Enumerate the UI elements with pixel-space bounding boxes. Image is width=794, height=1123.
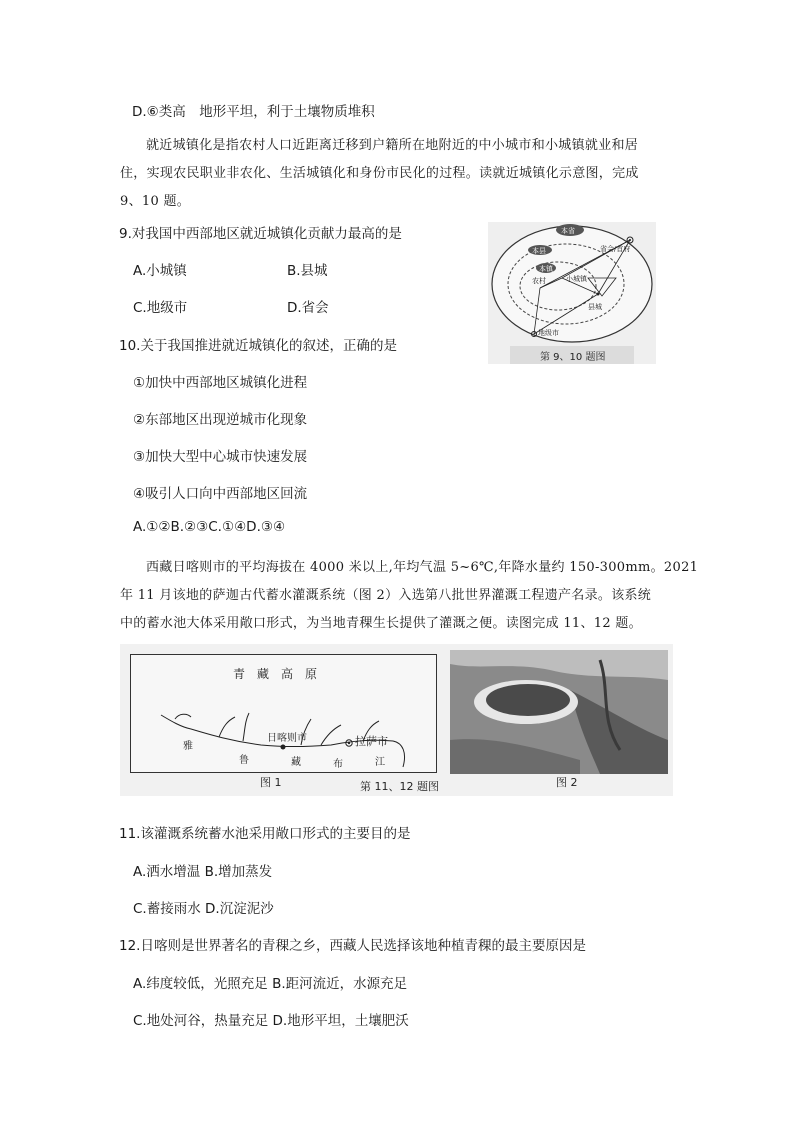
- map-label-river-char: 鲁: [239, 755, 249, 766]
- figure-11-12: [120, 644, 673, 796]
- figure-2-label: 图 2: [556, 776, 578, 789]
- question-10-statement-1: ①加快中西部地区城镇化进程: [133, 375, 308, 391]
- diagram-label-small-town: 小城镇: [566, 275, 587, 283]
- map-label-river-char: 藏: [291, 757, 301, 768]
- diagram-label-county-town: 县城: [588, 303, 602, 311]
- intro-paragraph-line: 就近城镇化是指农村人口近距离迁移到户籍所在地附近的中小城市和小城镇就业和居: [146, 138, 639, 153]
- diagram-label-capital: 省会/首府: [600, 245, 631, 253]
- diagram-label-town-area: 本镇: [539, 265, 553, 273]
- previous-option-d: D.⑥类高 地形平坦，利于土壤物质堆积: [132, 104, 375, 120]
- question-9-option-d: D.省会: [287, 300, 329, 316]
- map-label-shigatse: 日喀则市: [267, 733, 307, 744]
- reservoir-photo: [450, 650, 668, 774]
- question-12-stem: 12.日喀则是世界著名的青稞之乡，西藏人民选择该地种植青稞的最主要原因是: [119, 938, 586, 954]
- intro2-line: 年 11 月该地的萨迦古代蓄水灌溉系统（图 2）入选第八批世界灌溉工程遗产名录。该系统: [120, 588, 652, 603]
- question-10-statement-4: ④吸引人口向中西部地区回流: [133, 486, 308, 502]
- map-label-lhasa: 拉萨市: [355, 735, 388, 748]
- urbanization-diagram-svg: [488, 222, 656, 364]
- diagram-label-county: 本县: [532, 247, 546, 255]
- question-9-option-b: B.县城: [287, 263, 328, 279]
- question-12-options-cd: C.地处河谷，热量充足 D.地形平坦，土壤肥沃: [133, 1013, 409, 1029]
- question-11-stem: 11.该灌溉系统蓄水池采用敞口形式的主要目的是: [119, 826, 411, 842]
- question-10-statement-2: ②东部地区出现逆城市化现象: [133, 412, 308, 428]
- figure-1-label: 图 1: [260, 776, 282, 789]
- question-9-option-a: A.小城镇: [133, 263, 187, 279]
- figure-11-12-caption: 第 11、12 题图: [360, 780, 439, 793]
- tibet-map: [130, 654, 437, 773]
- intro2-line: 西藏日喀则市的平均海拔在 4000 米以上,年均气温 5~6℃,年降水量约 150-300mm。2021: [146, 560, 699, 575]
- map-label-plateau: 青 藏 高 原: [233, 667, 318, 681]
- diagram-label-province: 本省: [561, 227, 575, 235]
- diagram-caption: 第 9、10 题图: [540, 352, 606, 363]
- question-10-options: A.①②B.②③C.①④D.③④: [133, 519, 286, 535]
- question-11-options-cd: C.蓄接雨水 D.沉淀泥沙: [133, 901, 274, 917]
- intro-paragraph-line: 9、10 题。: [120, 194, 191, 209]
- question-12-options-ab: A.纬度较低，光照充足 B.距河流近，水源充足: [133, 976, 408, 992]
- urbanization-diagram: [488, 222, 656, 364]
- question-11-options-ab: A.洒水增温 B.增加蒸发: [133, 864, 273, 880]
- diagram-label-prefecture-city: 地级市: [538, 329, 559, 337]
- question-10-stem: 10.关于我国推进就近城镇化的叙述，正确的是: [119, 338, 397, 354]
- intro2-line: 中的蓄水池大体采用敞口形式，为当地青稞生长提供了灌溉之便。读图完成 11、12 题。: [120, 616, 642, 631]
- map-label-river-char: 雅: [183, 741, 193, 752]
- question-10-statement-3: ③加快大型中心城市快速发展: [133, 449, 308, 465]
- question-9-stem: 9.对我国中西部地区就近城镇化贡献力最高的是: [119, 226, 402, 242]
- question-9-option-c: C.地级市: [133, 300, 188, 316]
- intro-paragraph-line: 住，实现农民职业非农化、生活城镇化和身份市民化的过程。读就近城镇化示意图，完成: [120, 166, 639, 181]
- diagram-label-village: 农村: [532, 277, 546, 285]
- reservoir-photo-svg: [450, 650, 668, 774]
- map-label-river-char: 江: [375, 757, 385, 768]
- map-label-river-char: 布: [333, 759, 343, 770]
